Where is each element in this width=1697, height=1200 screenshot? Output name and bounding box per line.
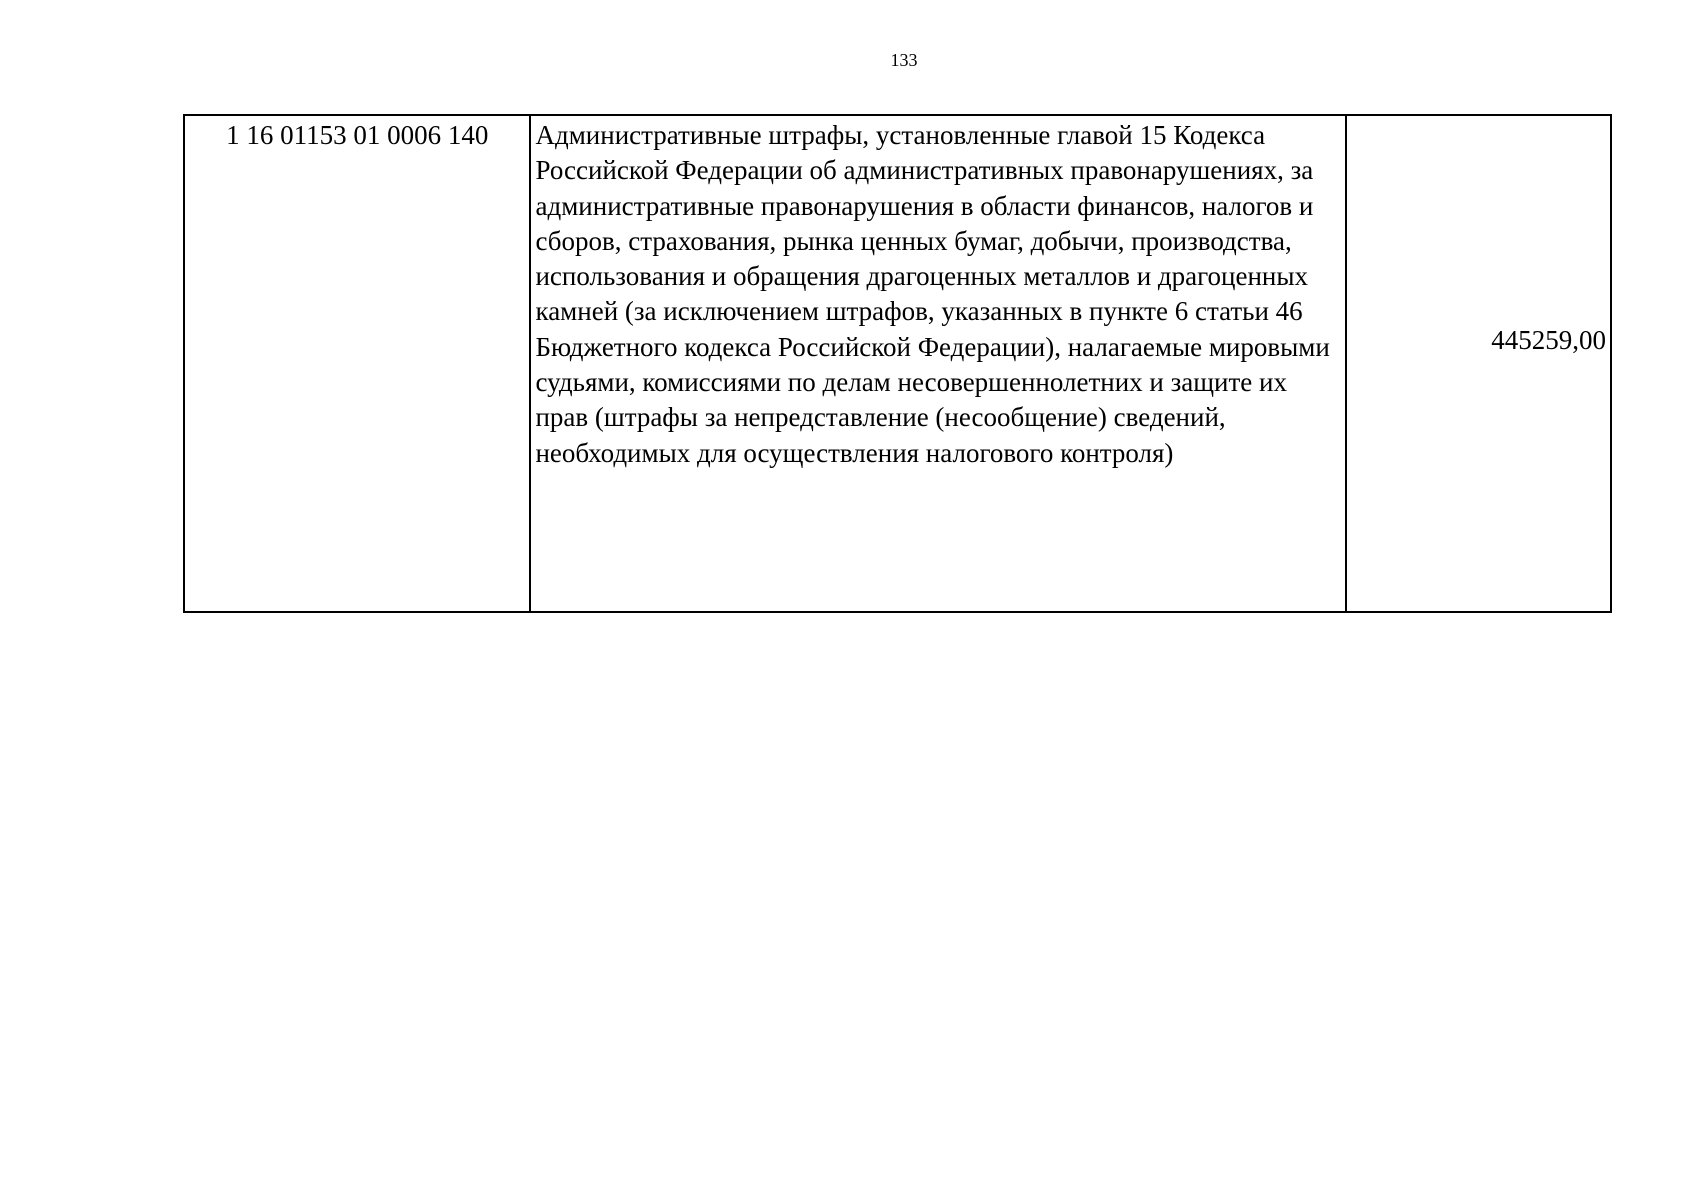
amount-cell: 445259,00: [1346, 115, 1611, 612]
budget-table: [183, 114, 1612, 613]
budget-code-cell: 1 16 01153 01 0006 140: [184, 115, 530, 612]
revenue-description-cell: Административные штрафы, установленные главой 15 Кодекса Российской Федерации об административных правонарушениях, за административные правонарушения в области финансов, налогов и сборов, страхования, рынка ценных бумаг, добычи, производства, использования и обращения драгоценных металлов и драгоценных камней (за исключением штрафов, указанных в пункте 6 статьи 46 Бюджетного кодекса Российской Федерации), налагаемые мировыми судьями, комиссиями по делам несовершеннолетних и защите их прав (штрафы за непредставление (несообщение) сведений, необходимых для осуществления налогового контроля): [530, 115, 1345, 612]
table-row: [184, 115, 1611, 612]
page-number: 133: [890, 50, 918, 70]
